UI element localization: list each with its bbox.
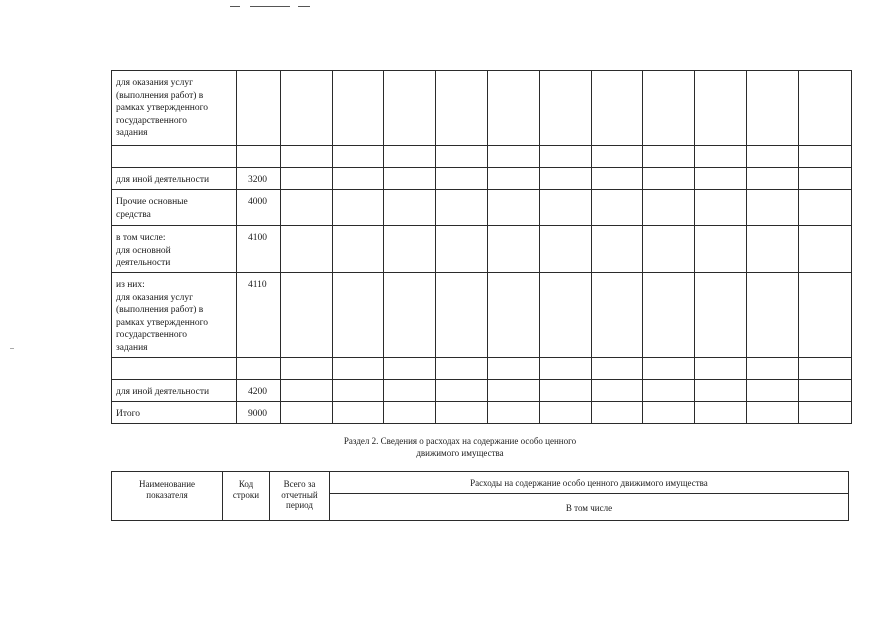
value-cell [384, 71, 436, 146]
value-cell [643, 380, 695, 402]
header-total-period: Всего за отчетный период [270, 472, 330, 521]
value-cell [384, 190, 436, 226]
value-cell [643, 146, 695, 168]
value-cell [592, 71, 643, 146]
value-cell [384, 226, 436, 273]
row-code-cell: 9000 [237, 402, 281, 424]
value-cell [488, 226, 540, 273]
value-cell [488, 146, 540, 168]
section1-assets-table [111, 70, 852, 424]
value-cell [436, 380, 488, 402]
value-cell [799, 146, 852, 168]
row-code-cell: 4000 [237, 190, 281, 226]
value-cell [540, 168, 592, 190]
value-cell [384, 273, 436, 358]
value-cell [643, 358, 695, 380]
value-cell [384, 168, 436, 190]
row-code-cell [237, 71, 281, 146]
value-cell [333, 146, 384, 168]
value-cell [695, 71, 747, 146]
value-cell [333, 168, 384, 190]
indicator-name-cell: для иной деятельности [112, 168, 237, 190]
value-cell [281, 71, 333, 146]
value-cell [281, 380, 333, 402]
value-cell [799, 71, 852, 146]
value-cell [488, 71, 540, 146]
value-cell [540, 146, 592, 168]
scan-speck [10, 348, 14, 349]
value-cell [384, 146, 436, 168]
value-cell [643, 190, 695, 226]
value-cell [436, 226, 488, 273]
indicator-name-cell: для оказания услуг (выполнения работ) в рамках утвержденного государственного задания [112, 71, 237, 146]
value-cell [436, 273, 488, 358]
section2-expenses-table [111, 471, 849, 521]
top-scan-marks [230, 6, 320, 8]
value-cell [747, 146, 799, 168]
value-cell [747, 273, 799, 358]
header-row-code: Код строки [223, 472, 270, 521]
value-cell [281, 402, 333, 424]
value-cell [488, 190, 540, 226]
value-cell [643, 168, 695, 190]
value-cell [436, 168, 488, 190]
row-code-cell: 4200 [237, 380, 281, 402]
row-code-cell: 3200 [237, 168, 281, 190]
table-row [112, 71, 852, 146]
row-code-cell [237, 358, 281, 380]
section2-title-line1: Раздел 2. Сведения о расходах на содержание особо ценного [343, 436, 577, 446]
value-cell [333, 273, 384, 358]
value-cell [384, 402, 436, 424]
value-cell [695, 402, 747, 424]
section2-title-line2: движимого имущества [416, 447, 504, 458]
value-cell [333, 190, 384, 226]
indicator-name-cell: Итого [112, 402, 237, 424]
value-cell [281, 358, 333, 380]
value-cell [695, 190, 747, 226]
table-row [112, 226, 852, 273]
value-cell [281, 226, 333, 273]
value-cell [799, 190, 852, 226]
value-cell [695, 358, 747, 380]
value-cell [799, 402, 852, 424]
value-cell [695, 380, 747, 402]
value-cell [488, 402, 540, 424]
value-cell [643, 226, 695, 273]
value-cell [488, 358, 540, 380]
value-cell [747, 168, 799, 190]
value-cell [747, 402, 799, 424]
table-row [112, 380, 852, 402]
value-cell [333, 358, 384, 380]
section2-title [300, 436, 620, 459]
value-cell [747, 71, 799, 146]
value-cell [695, 226, 747, 273]
indicator-name-cell [112, 358, 237, 380]
value-cell [333, 226, 384, 273]
value-cell [695, 168, 747, 190]
value-cell [592, 168, 643, 190]
value-cell [592, 358, 643, 380]
value-cell [799, 380, 852, 402]
value-cell [540, 226, 592, 273]
value-cell [384, 380, 436, 402]
value-cell [799, 226, 852, 273]
value-cell [540, 380, 592, 402]
table-row [112, 168, 852, 190]
value-cell [540, 358, 592, 380]
value-cell [799, 168, 852, 190]
table-row [112, 358, 852, 380]
header-including: В том числе [330, 494, 849, 521]
value-cell [488, 168, 540, 190]
value-cell [799, 358, 852, 380]
value-cell [281, 168, 333, 190]
value-cell [333, 71, 384, 146]
value-cell [695, 273, 747, 358]
value-cell [333, 402, 384, 424]
header-indicator-name: Наименование показателя [112, 472, 223, 521]
value-cell [540, 273, 592, 358]
value-cell [436, 402, 488, 424]
value-cell [488, 273, 540, 358]
value-cell [643, 402, 695, 424]
value-cell [436, 71, 488, 146]
table-row [112, 146, 852, 168]
value-cell [540, 402, 592, 424]
row-code-cell: 4110 [237, 273, 281, 358]
value-cell [333, 380, 384, 402]
value-cell [540, 71, 592, 146]
value-cell [747, 380, 799, 402]
value-cell [592, 226, 643, 273]
table-row [112, 273, 852, 358]
value-cell [281, 146, 333, 168]
value-cell [643, 71, 695, 146]
row-code-cell: 4100 [237, 226, 281, 273]
value-cell [592, 380, 643, 402]
value-cell [592, 190, 643, 226]
indicator-name-cell: из них: для оказания услуг (выполнения работ) в рамках утвержденного государственного задания [112, 273, 237, 358]
value-cell [799, 273, 852, 358]
indicator-name-cell [112, 146, 237, 168]
value-cell [592, 402, 643, 424]
table-row [112, 190, 852, 226]
value-cell [436, 146, 488, 168]
indicator-name-cell: Прочие основные средства [112, 190, 237, 226]
value-cell [540, 190, 592, 226]
value-cell [436, 190, 488, 226]
row-code-cell [237, 146, 281, 168]
value-cell [436, 358, 488, 380]
value-cell [592, 273, 643, 358]
value-cell [643, 273, 695, 358]
indicator-name-cell: в том числе: для основной деятельности [112, 226, 237, 273]
value-cell [488, 380, 540, 402]
value-cell [747, 190, 799, 226]
value-cell [281, 190, 333, 226]
value-cell [747, 358, 799, 380]
value-cell [281, 273, 333, 358]
value-cell [695, 146, 747, 168]
value-cell [384, 358, 436, 380]
indicator-name-cell: для иной деятельности [112, 380, 237, 402]
value-cell [592, 146, 643, 168]
table-row [112, 402, 852, 424]
value-cell [747, 226, 799, 273]
header-expenses: Расходы на содержание особо ценного движимого имущества [330, 472, 849, 494]
